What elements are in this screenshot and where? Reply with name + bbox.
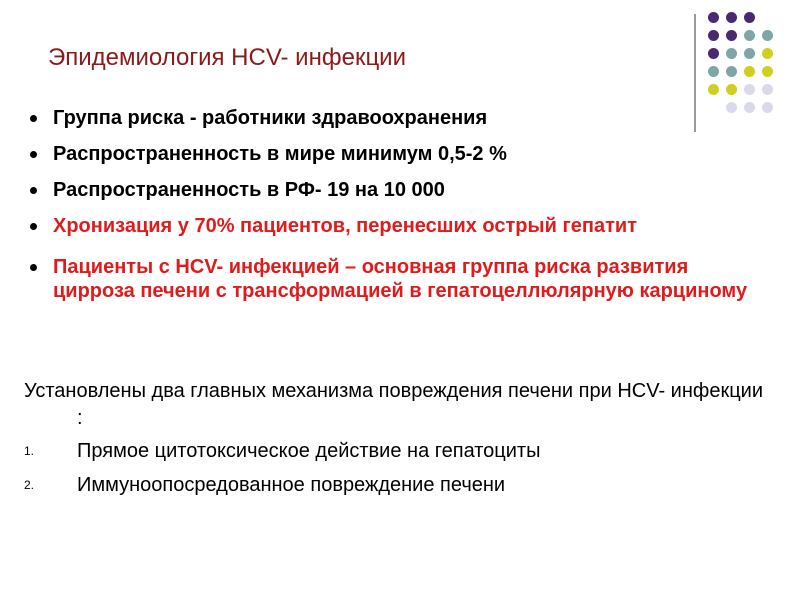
numbered-list	[24, 439, 764, 497]
decorative-dot	[708, 48, 719, 59]
numbered-item-cytotoxic	[24, 439, 764, 463]
bullet-text: Группа риска - работники здравоохранения	[53, 107, 488, 129]
decorative-dot	[762, 66, 773, 77]
bullet-text: Хронизация у 70% пациентов, перенесших острый гепатит	[53, 215, 637, 237]
decorative-dot	[762, 84, 773, 95]
decorative-dot	[708, 84, 719, 95]
decorative-dot	[762, 30, 773, 41]
decorative-dot	[708, 12, 719, 23]
bullet-text: Распространенность в РФ- 19 на 10 000	[53, 179, 445, 201]
bullet-item-world-prevalence	[30, 142, 770, 166]
bullet-text: Пациенты с HCV- инфекцией – основная группа риска развития цирроза печени с трансформацией в гепатоцеллюлярную карциному	[53, 256, 748, 302]
decorative-dot	[744, 30, 755, 41]
decorative-dot	[744, 48, 755, 59]
bullet-item-rf-prevalence	[30, 178, 770, 202]
bullet-text: Распространенность в мире минимум 0,5-2 %	[53, 143, 507, 165]
bullet-item-cirrhosis-risk	[30, 255, 770, 303]
numbered-item-immune	[24, 473, 764, 497]
mechanisms-intro: Установлены два главных механизма повреждения печени при HCV- инфекции :	[24, 380, 764, 429]
decorative-dot	[762, 48, 773, 59]
numbered-text: Иммуноопосредованное повреждение печени	[77, 474, 506, 496]
numbered-text: Прямое цитотоксическое действие на гепатоциты	[77, 440, 541, 462]
bullet-item-chronization	[30, 210, 770, 243]
bullet-item-risk-group	[30, 106, 770, 130]
numbered-marker: 2.	[24, 478, 35, 492]
decorative-dot	[726, 12, 737, 23]
decorative-dot	[708, 66, 719, 77]
decorative-dot	[726, 84, 737, 95]
decorative-dot	[744, 12, 755, 23]
decorative-dot	[744, 66, 755, 77]
decorative-dot	[726, 30, 737, 41]
mechanisms-section	[24, 378, 764, 507]
decorative-dot	[726, 48, 737, 59]
decorative-dot	[744, 84, 755, 95]
bullet-list	[30, 106, 770, 315]
decorative-dot	[726, 66, 737, 77]
slide-title: Эпидемиология HCV- инфекции	[48, 44, 406, 71]
decorative-dot	[708, 30, 719, 41]
numbered-marker: 1.	[24, 444, 35, 458]
